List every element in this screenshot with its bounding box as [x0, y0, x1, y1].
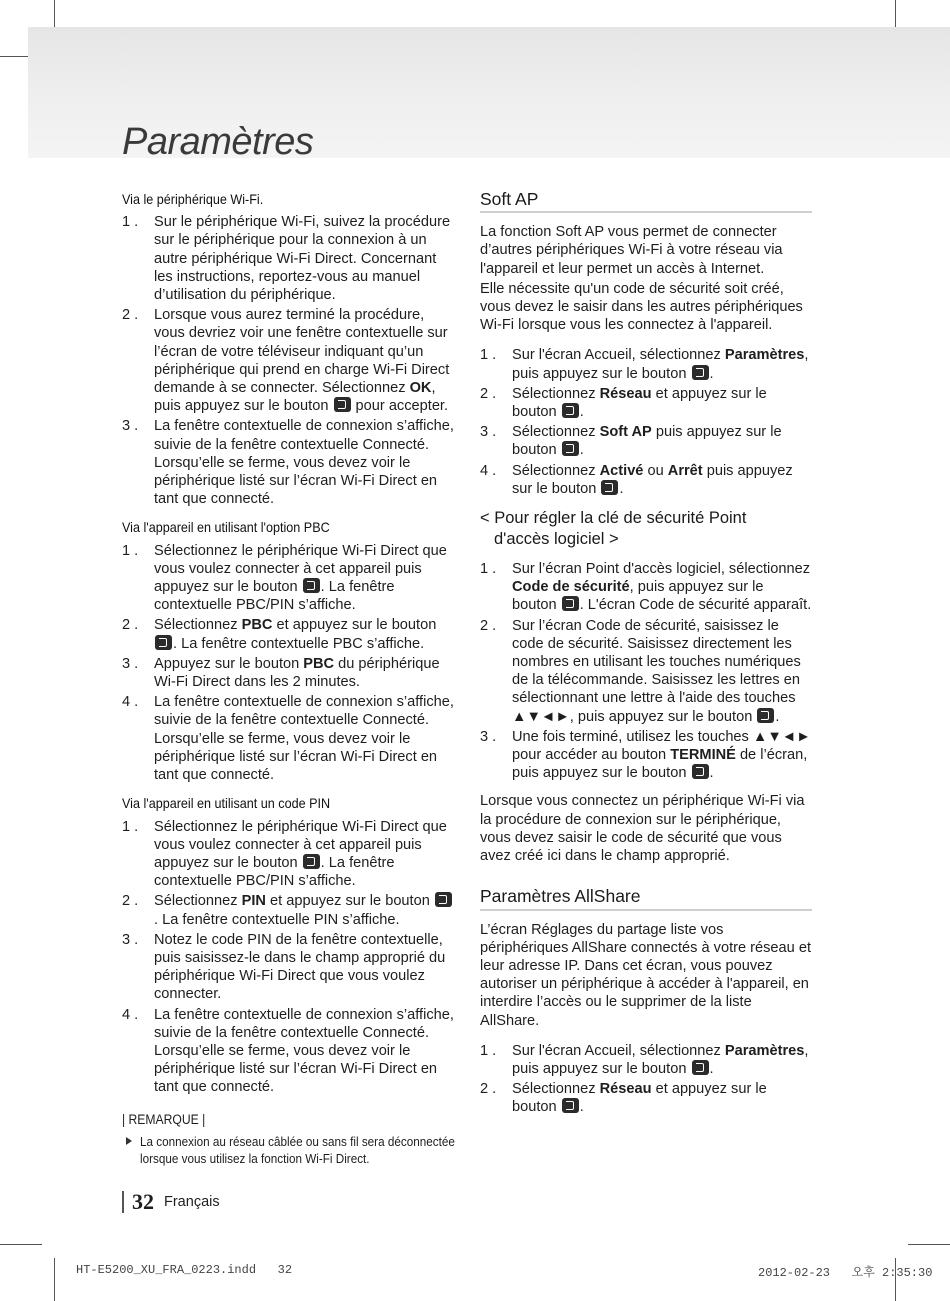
print-slug-file: HT-E5200_XU_FRA_0223.indd 32 — [76, 1263, 293, 1277]
enter-button-icon — [435, 892, 452, 907]
step-number: 3 . — [122, 931, 139, 948]
enter-button-icon — [692, 1060, 709, 1075]
step-item: 2 . Sélectionnez PBC et appuyez sur le bouton . La fenêtre contextuelle PBC s’affiche. — [122, 617, 437, 652]
step-item: 3 . Sélectionnez Soft AP puis appuyez sur le bouton . — [480, 424, 782, 459]
crop-mark — [0, 1244, 42, 1245]
steps-allshare — [480, 1042, 812, 1117]
crop-mark — [54, 1258, 55, 1301]
menu-term: PBC — [241, 617, 273, 634]
enter-button-icon — [601, 480, 618, 495]
section-heading-security-key — [480, 508, 812, 550]
enter-button-icon — [562, 596, 579, 611]
section-heading-wifi-device: Via le périphérique Wi-Fi. — [122, 191, 264, 207]
section-title-allshare: Paramètres AllShare — [480, 887, 812, 910]
step-item: 1 . Sur l'écran Accueil, sélectionnez Paramètres, puis appuyez sur le bouton . — [480, 347, 809, 382]
remark-note — [122, 1133, 454, 1167]
page-number: 32 — [132, 1189, 154, 1214]
security-key-heading-line: < Pour régler la clé de sécurité Point — [480, 509, 747, 528]
step-number: 1 . — [480, 1042, 497, 1059]
footer-divider — [122, 1191, 124, 1213]
menu-term: Soft AP — [599, 424, 652, 441]
steps-soft-ap — [480, 346, 812, 498]
remark-note-text: La connexion au réseau câblée ou sans fil sera déconnectée lorsque vous utilisez la fonction Wi-Fi Direct. — [140, 1133, 455, 1166]
security-key-paragraph: Lorsque vous connectez un périphérique Wi-Fi via la procédure de connexion sur le périphérique, vous devez saisir le code de sécurité que vous avez créé ici dans le champ approprié. — [480, 793, 805, 865]
step-item: 1 . Sur le périphérique Wi-Fi, suivez la procédure sur le périphérique pour la connexion à un autre périphérique Wi-Fi Direct. Concernant les instructions, reportez-vous au manuel d’utilisation du périphérique. — [122, 214, 451, 304]
menu-term: Activé — [599, 462, 644, 479]
menu-term: Réseau — [599, 385, 652, 402]
menu-term: Paramètres — [724, 347, 805, 364]
step-item: 1 . Sur l’écran Point d'accès logiciel, sélectionnez Code de sécurité, puis appuyez sur le bouton . L'écran Code de sécurité apparaît. — [480, 561, 812, 614]
step-number: 1 . — [122, 818, 139, 835]
right-column — [480, 190, 812, 1127]
allshare-paragraph: L’écran Réglages du partage liste vos périphériques AllShare connectés à votre réseau et leur adresse IP. Dans cet écran, vous pouvez autoriser un périphérique à accéder à l'appareil, en interdire l’accès ou le supprimer de la liste AllShare. — [480, 921, 811, 1029]
enter-button-icon — [692, 365, 709, 380]
enter-button-icon — [303, 854, 320, 869]
page-footer — [122, 1189, 220, 1215]
step-number: 1 . — [480, 347, 497, 364]
step-number: 2 . — [480, 617, 497, 634]
enter-button-icon — [303, 578, 320, 593]
step-number: 1 . — [480, 561, 497, 578]
step-item: 1 . Sélectionnez le périphérique Wi-Fi Direct que vous voulez connecter à cet appareil puis appuyez sur le bouton . La fenêtre contextuelle PBC/PIN s’affiche. — [122, 542, 447, 614]
step-number: 3 . — [122, 418, 139, 435]
step-number: 2 . — [122, 617, 139, 634]
step-number: 2 . — [122, 307, 139, 324]
menu-term: TERMINÉ — [670, 747, 736, 764]
left-column — [122, 190, 454, 1167]
step-item: 1 . Sélectionnez le périphérique Wi-Fi Direct que vous voulez connecter à cet appareil puis appuyez sur le bouton . La fenêtre contextuelle PBC/PIN s’affiche. — [122, 818, 447, 890]
steps-security-key — [480, 560, 812, 782]
remark-label: | REMARQUE | — [122, 1111, 206, 1127]
step-item: 4 . Sélectionnez Activé ou Arrêt puis appuyez sur le bouton . — [480, 462, 793, 497]
menu-term: Arrêt — [667, 462, 703, 479]
step-number: 2 . — [480, 1081, 497, 1098]
step-number: 4 . — [480, 462, 497, 479]
steps-pbc — [122, 542, 454, 785]
page-title: Paramètres — [122, 121, 314, 163]
security-key-heading-line: d'accès logiciel > — [494, 530, 619, 549]
step-number: 2 . — [122, 893, 139, 910]
enter-button-icon — [562, 403, 579, 418]
step-number: 4 . — [122, 1006, 139, 1023]
menu-term: PBC — [303, 655, 335, 672]
step-item: 1 . Sur l'écran Accueil, sélectionnez Paramètres, puis appuyez sur le bouton . — [480, 1042, 809, 1077]
step-item: 3 . La fenêtre contextuelle de connexion s’affiche, suivie de la fenêtre contextuelle Connecté. Lorsqu’elle se ferme, vous devez voir le périphérique listé sur l’écran Wi-Fi Direct en tant que connecté. — [122, 418, 454, 508]
step-item: 4 . La fenêtre contextuelle de connexion s’affiche, suivie de la fenêtre contextuelle Connecté. Lorsqu’elle se ferme, vous devez voir le périphérique listé sur l’écran Wi-Fi Direct en tant que connecté. — [122, 1006, 454, 1096]
enter-button-icon — [757, 708, 774, 723]
step-item: 3 . Notez le code PIN de la fenêtre contextuelle, puis saisissez-le dans le champ approprié du périphérique Wi-Fi Direct que vous voulez connecter. — [122, 931, 446, 1003]
enter-button-icon — [562, 441, 579, 456]
print-slug-timestamp: 2012-02-23 오후 2:35:30 — [758, 1266, 933, 1280]
step-item: 3 . Appuyez sur le bouton PBC du périphérique Wi-Fi Direct dans les 2 minutes. — [122, 655, 440, 691]
step-number: 3 . — [480, 424, 497, 441]
menu-term: Réseau — [599, 1081, 652, 1098]
enter-button-icon — [562, 1098, 579, 1113]
step-number: 4 . — [122, 694, 139, 711]
steps-wifi-device — [122, 213, 454, 508]
menu-term: Code de sécurité — [512, 579, 630, 596]
step-number: 2 . — [480, 385, 497, 402]
step-number: 1 . — [122, 214, 139, 231]
crop-mark — [908, 1244, 950, 1245]
step-item: 3 . Une fois terminé, utilisez les touches ▲▼◄► pour accéder au bouton TERMINÉ de l’écran, puis appuyez sur le bouton . — [480, 728, 811, 782]
step-item: 2 . Sur l’écran Code de sécurité, saisissez le code de sécurité. Saisissez directement les nombres en utilisant les touches numériques de la télécommande. Saisissez les lettres en sélectionnant une lettre à l'aide des touches ▲▼◄►, puis appuyez sur le bouton . — [480, 617, 801, 725]
enter-button-icon — [334, 397, 351, 412]
section-title-soft-ap: Soft AP — [480, 190, 812, 213]
menu-term: Paramètres — [724, 1042, 805, 1059]
step-item: 2 . Sélectionnez Réseau et appuyez sur le bouton . — [480, 1081, 767, 1116]
bullet-triangle-icon — [126, 1137, 132, 1145]
step-item: 4 . La fenêtre contextuelle de connexion s’affiche, suivie de la fenêtre contextuelle Connecté. Lorsqu’elle se ferme, vous devez voir le périphérique listé sur l’écran Wi-Fi Direct en tant que connecté. — [122, 694, 454, 784]
soft-ap-paragraph: Elle nécessite qu'un code de sécurité soit créé, vous devez le saisir dans les autres périphériques Wi-Fi lorsque vous les connectez à l'appareil. — [480, 280, 803, 334]
step-number: 1 . — [122, 542, 139, 559]
enter-button-icon — [155, 635, 172, 650]
menu-term: OK — [409, 380, 432, 397]
page-language: Français — [164, 1194, 220, 1210]
step-item: 2 . Sélectionnez Réseau et appuyez sur le bouton . — [480, 385, 767, 421]
steps-pin — [122, 818, 454, 1097]
section-heading-pbc: Via l'appareil en utilisant l'option PBC — [122, 519, 330, 536]
step-item: 2 . Lorsque vous aurez terminé la procédure, vous devriez voir une fenêtre contextuelle sur l’écran de votre téléviseur indiquant qu’un périphérique qui prend en charge Wi-Fi Direct demande à se connecter. Sélectionnez OK, puis appuyez sur le bouton pour accepter. — [122, 307, 450, 415]
section-heading-pin: Via l'appareil en utilisant un code PIN — [122, 795, 331, 812]
enter-button-icon — [692, 764, 709, 779]
step-number: 3 . — [122, 655, 139, 672]
step-item: 2 . Sélectionnez PIN et appuyez sur le bouton . La fenêtre contextuelle PIN s’affiche. — [122, 892, 454, 928]
soft-ap-paragraph: La fonction Soft AP vous permet de connecter d’autres périphériques Wi-Fi à votre réseau via l'appareil et leur permet un accès à Internet. — [480, 224, 783, 277]
step-number: 3 . — [480, 728, 497, 745]
menu-term: PIN — [241, 893, 266, 910]
